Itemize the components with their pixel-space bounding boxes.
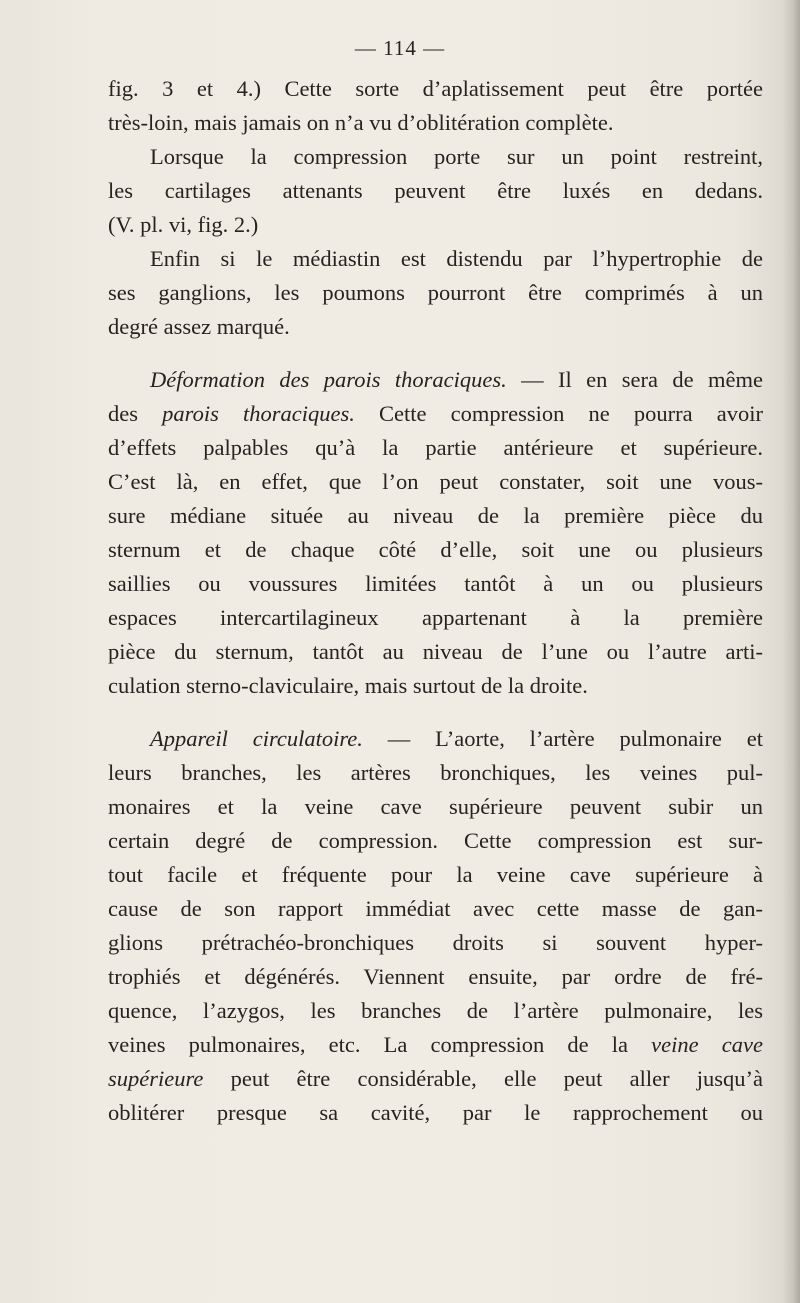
text-line: espaces intercartilagineux appartenant à la première	[108, 605, 763, 630]
body-text	[108, 72, 763, 1130]
section-heading: Déformation des parois thoraciques.	[150, 367, 507, 392]
text-span: veines pulmonaires, etc. La compression de la	[108, 1032, 652, 1057]
text-line: glions prétrachéo-bronchiques droits si souvent hyper-	[108, 930, 763, 955]
italic-span: parois thoraciques.	[162, 401, 355, 426]
text-line: saillies ou voussures limitées tantôt à un ou plusieurs	[108, 571, 763, 596]
text-span: — L’aorte, l’artère pulmonaire et	[362, 726, 763, 751]
text-line: pièce du sternum, tantôt au niveau de l’une ou l’autre arti-	[108, 639, 763, 664]
text-line: certain degré de compression. Cette compression est sur-	[108, 828, 763, 853]
section-heading-line	[108, 722, 763, 756]
text-line: cause de son rapport immédiat avec cette masse de gan-	[108, 896, 763, 921]
section-heading: Appareil circulatoire.	[150, 726, 363, 751]
text-line: trophiés et dégénérés. Viennent ensuite, par ordre de fré-	[108, 964, 763, 989]
text-line: leurs branches, les artères bronchiques, les veines pul-	[108, 760, 763, 785]
text-line	[108, 1062, 763, 1096]
text-line: Enfin si le médiastin est distendu par l’hypertrophie de	[150, 246, 763, 271]
text-line: degré assez marqué.	[108, 314, 290, 339]
text-line: fig. 3 et 4.) Cette sorte d’aplatissement peut être portée	[108, 76, 763, 101]
section-heading-line	[108, 363, 763, 397]
text-line: ses ganglions, les poumons pourront être comprimés à un	[108, 280, 763, 305]
text-line: culation sterno-claviculaire, mais surtout de la droite.	[108, 673, 588, 698]
text-span: peut être considérable, elle peut aller jusqu’à	[203, 1066, 763, 1091]
text-line: Lorsque la compression porte sur un point restreint,	[150, 144, 763, 169]
text-line	[108, 1028, 763, 1062]
text-line: monaires et la veine cave supérieure peuvent subir un	[108, 794, 763, 819]
text-line: sure médiane située au niveau de la première pièce du	[108, 503, 763, 528]
text-line: oblitérer presque sa cavité, par le rapprochement ou	[108, 1100, 763, 1125]
text-line: tout facile et fréquente pour la veine cave supérieure à	[108, 862, 763, 887]
text-span: des	[108, 401, 163, 426]
page-number: — 114 —	[354, 36, 446, 60]
text-line: d’effets palpables qu’à la partie antérieure et supérieure.	[108, 435, 763, 460]
text-line: (V. pl. vi, fig. 2.)	[108, 212, 259, 237]
text-line: quence, l’azygos, les branches de l’artère pulmonaire, les	[108, 998, 763, 1023]
text-line: les cartilages attenants peuvent être luxés en dedans.	[108, 178, 763, 203]
text-line: très-loin, mais jamais on n’a vu d’oblitération complète.	[108, 110, 614, 135]
text-span: Cette compression ne pourra avoir	[354, 401, 764, 426]
text-line: C’est là, en effet, que l’on peut constater, soit une vous-	[108, 469, 763, 494]
text-line: sternum et de chaque côté d’elle, soit une ou plusieurs	[108, 537, 763, 562]
italic-span: veine cave	[651, 1032, 763, 1057]
text-span: — Il en sera de même	[506, 367, 763, 392]
italic-span: supérieure	[108, 1066, 204, 1091]
text-line	[108, 397, 763, 431]
page-edge-shadow	[782, 0, 800, 1303]
